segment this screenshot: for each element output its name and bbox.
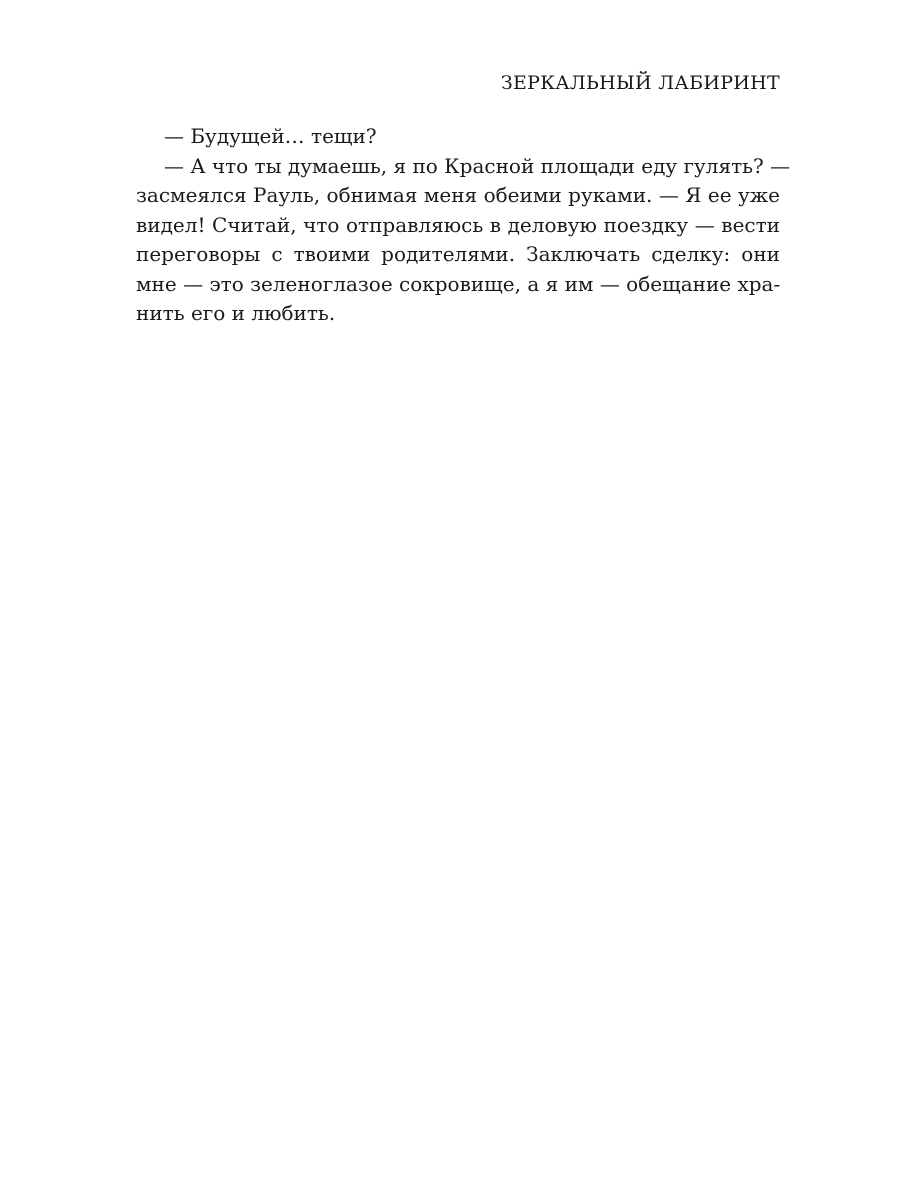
text-line: нить его и любить. (136, 301, 336, 325)
text-line: — Будущей… тещи? (164, 124, 377, 148)
text-line: засмеялся Рауль, обнимая меня обеими руками. — Я ее уже (136, 183, 780, 207)
body-text (136, 122, 791, 329)
text-line: мне — это зеленоглазое сокровище, а я им — обещание хра- (136, 271, 781, 296)
running-head-title: ЗЕРКАЛЬНЫЙ ЛАБИРИНТ (500, 72, 780, 94)
text-line: видел! Считай, что отправляюсь в деловую поездку — вести (136, 212, 780, 237)
text-line: переговоры с твоими родителями. Заключать сделку: они (136, 242, 780, 266)
text-line: — А что ты думаешь, я по Красной площади еду гулять? — (164, 153, 791, 178)
